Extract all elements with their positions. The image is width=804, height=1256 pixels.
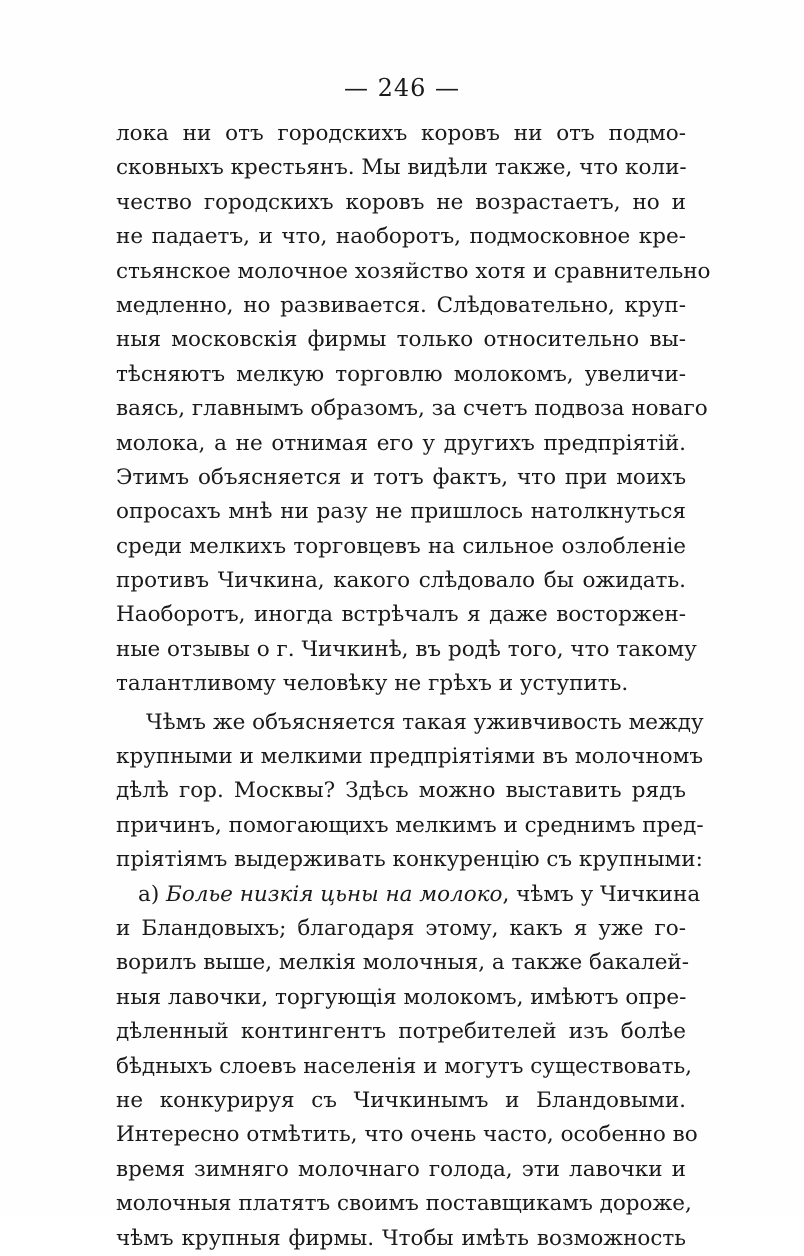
text-line: стьянское молочное хозяйство хотя и сравнительно xyxy=(116,258,711,284)
text-line: среди мелкихъ торговцевъ на сильное озлобленіе xyxy=(116,533,686,559)
text-line: причинъ, помогающихъ мелкимъ и среднимъ пред- xyxy=(116,812,704,838)
text-line: не падаетъ, и что, наоборотъ, подмосковное кре- xyxy=(116,224,686,250)
text-line: противъ Чичкина, какого слѣдовало бы ожидать. xyxy=(116,568,686,594)
text-line: лока ни отъ городскихъ коровъ ни отъ подмо- xyxy=(116,121,686,146)
paragraph-3 xyxy=(116,878,701,1256)
text-line: Этимъ объясняется и тотъ фактъ, что при моихъ xyxy=(116,464,686,490)
text-line: сковныхъ крестьянъ. Мы видѣли также, что коли- xyxy=(116,155,687,181)
text-continuation: , чѣмъ у Чичкина xyxy=(502,881,701,907)
list-marker: а) xyxy=(138,881,167,907)
text-line: ныя лавочки, торгующія молокомъ, имѣютъ опре- xyxy=(116,984,687,1010)
text-line: ворилъ выше, мелкія молочныя, а также бакалей- xyxy=(116,950,690,976)
text-line: молока, а не отнимая его у другихъ предпріятій. xyxy=(116,430,686,456)
text-line: время зимняго молочнаго голода, эти лавочки и xyxy=(116,1156,686,1182)
text-line: опросахъ мнѣ ни разу не пришлось натолкнуться xyxy=(116,499,686,525)
italic-heading: Болье низкія цьны на молоко xyxy=(166,881,503,907)
text-block xyxy=(116,117,711,1256)
text-line: бѣдныхъ слоевъ населенія и могутъ существовать, xyxy=(116,1053,693,1079)
text-line: дѣлѣ гор. Москвы? Здѣсь можно выставить рядъ xyxy=(116,778,686,804)
text-line: Интересно отмѣтить, что очень часто, особенно во xyxy=(116,1122,698,1148)
text-line: дѣленный контингентъ потребителей изъ болѣе xyxy=(116,1019,686,1045)
text-line: тѣсняютъ мелкую торговлю молокомъ, увеличи- xyxy=(116,361,686,387)
text-line: ные отзывы о г. Чичкинѣ, въ родѣ того, что такому xyxy=(116,636,697,662)
text-line: пріятіямъ выдерживать конкуренцію съ крупными: xyxy=(116,847,703,873)
paragraph-1 xyxy=(116,117,711,702)
text-line: медленно, но развивается. Слѣдовательно, круп- xyxy=(116,292,686,318)
text-line: Наоборотъ, иногда встрѣчалъ я даже восторжен- xyxy=(116,602,686,628)
text-line: Чѣмъ же объясняется такая уживчивость между xyxy=(146,709,704,735)
text-line-first xyxy=(116,878,701,912)
paragraph-2 xyxy=(116,706,704,878)
text-line: ныя московскія фирмы только относительно вы- xyxy=(116,327,686,353)
text-line: молочныя платятъ своимъ поставщикамъ дороже, xyxy=(116,1191,692,1217)
text-line: талантливому человѣку не грѣхъ и уступить. xyxy=(116,671,629,697)
page-number: — 246 — xyxy=(343,74,461,102)
text-line: ваясь, главнымъ образомъ, за счетъ подвоза новаго xyxy=(116,396,708,422)
text-line: и Бландовыхъ; благодаря этому, какъ я уже го- xyxy=(116,915,686,941)
text-line: чество городскихъ коровъ не возрастаетъ, но и xyxy=(116,189,686,215)
text-line: не конкурируя съ Чичкинымъ и Бландовыми. xyxy=(116,1087,686,1113)
text-line: чѣмъ крупныя фирмы. Чтобы имѣть возможность xyxy=(116,1225,686,1251)
text-line: крупными и мелкими предпріятіями въ молочномъ xyxy=(116,744,704,770)
